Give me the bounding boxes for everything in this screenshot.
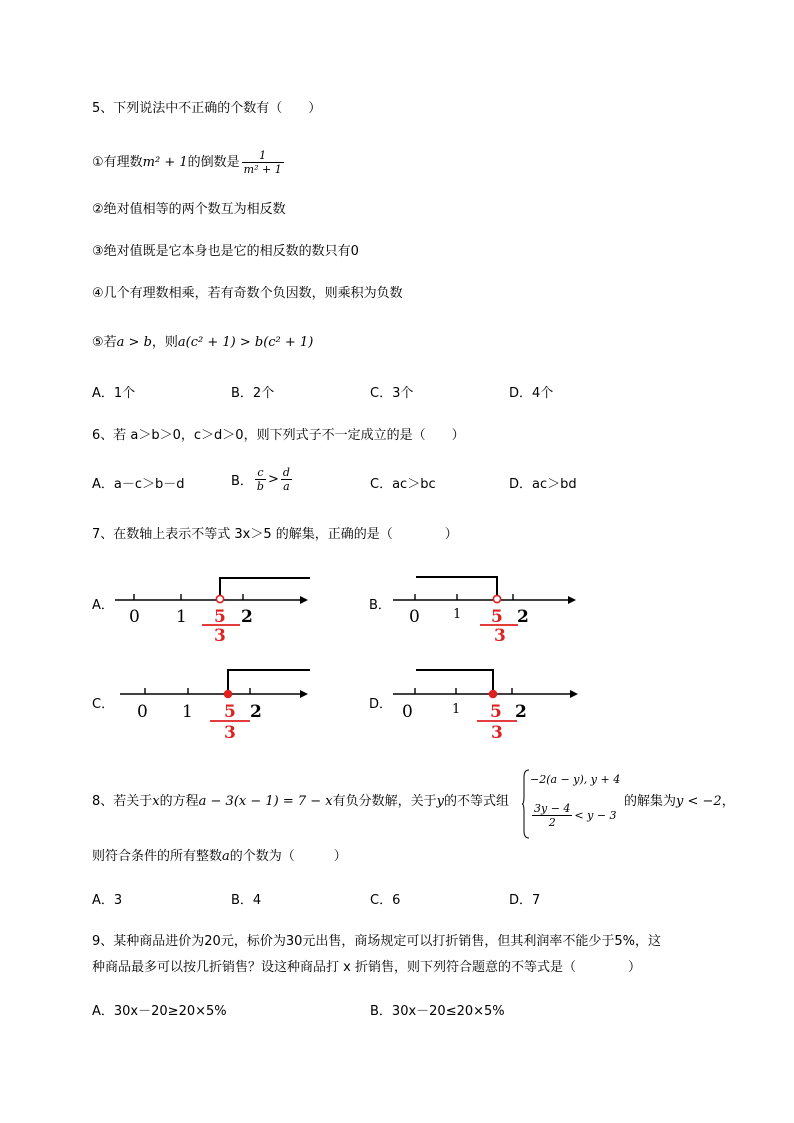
q7-numberline-a: [110, 570, 310, 645]
q8-equation: a − 3(x − 1) = 7 − x: [198, 794, 333, 809]
axis-arrow: [300, 596, 308, 604]
q6-option-d[interactable]: D．ac＞bd: [509, 477, 577, 492]
frac-num: 5: [490, 702, 502, 722]
tick-label-1: 1: [452, 702, 461, 717]
q5-s1-expr: m² + 1: [142, 155, 188, 170]
q8-option-d[interactable]: D．7: [509, 893, 541, 908]
frac-den: 3: [214, 626, 226, 645]
q5-s1-frac-num: 1: [259, 149, 267, 162]
tick-label-0: 0: [409, 607, 420, 627]
tick-label-1: 1: [182, 702, 193, 722]
q8-stem-line2: [92, 848, 347, 866]
solution-ray: [416, 670, 493, 692]
q8-stem-mid2: 有负分数解，关于: [332, 794, 437, 809]
q8-sys-num: 3y − 4: [534, 802, 571, 815]
q8-option-b[interactable]: B．4: [231, 893, 262, 908]
q8-sys-den: 2: [532, 815, 572, 829]
q7-numberline-c: [115, 664, 315, 744]
q5-s5-cond: a > b: [116, 335, 152, 350]
q5-s5-pre: ⑤若: [92, 335, 117, 350]
q5-statement-3: ③绝对值既是它本身也是它的相反数的数只有0: [92, 244, 359, 259]
q8-system-row1: −2(a − y), y + 4: [530, 773, 621, 786]
open-dot: [216, 595, 223, 602]
q9-stem-line1: 9、某种商品进价为20元，标价为30元出售，商场规定可以打折销售，但其利润率不能少于5%，这: [92, 934, 661, 949]
q8-line2-pre: 则符合条件的所有整数: [92, 849, 223, 864]
q8-stem-mid1: 的方程: [159, 794, 199, 809]
q5-option-a[interactable]: A．1个: [92, 386, 136, 401]
tick-label-2: 2: [250, 702, 262, 722]
axis-arrow: [568, 596, 576, 604]
q5-statement-1: [92, 149, 286, 176]
axis-arrow: [570, 690, 578, 698]
q8-var-x: x: [152, 794, 160, 809]
solution-ray: [228, 670, 310, 692]
q6-option-b-label: B．: [231, 474, 253, 489]
q6-option-a[interactable]: A．a－c＞b－d: [92, 477, 185, 492]
q8-var-y: y: [436, 794, 445, 809]
closed-dot: [489, 690, 497, 698]
q5-stem: 5、下列说法中不正确的个数有（ ）: [92, 101, 322, 116]
tick-label-0: 0: [402, 702, 413, 722]
q8-solution: y < −2: [676, 794, 722, 809]
q6-stem: 6、若 a＞b＞0，c＞d＞0，则下列式子不一定成立的是（ ）: [92, 428, 465, 443]
q7-numberline-b: [388, 570, 588, 645]
tick-label-2: 2: [517, 607, 529, 627]
q6-option-b-frac1: [255, 466, 266, 493]
closed-dot: [224, 690, 232, 698]
frac-num: 5: [491, 607, 503, 627]
q8-option-c[interactable]: C．6: [370, 893, 401, 908]
q5-statement-5: [92, 334, 313, 352]
solution-ray: [220, 578, 310, 597]
q8-stem-end-comma: ，: [721, 794, 735, 809]
q6-b-den1: b: [256, 480, 264, 493]
q8-line2-post: 的个数为（ ）: [229, 849, 347, 864]
q8-system-row2: [530, 802, 617, 829]
q8-stem-pre: 8、若关于: [92, 794, 153, 809]
q7-label-d[interactable]: D．: [369, 697, 393, 712]
q9-option-a[interactable]: A．30x－20≥20×5%: [92, 1004, 227, 1019]
frac-num: 5: [224, 702, 236, 722]
q7-numberline-d: [388, 664, 588, 744]
q7-label-b[interactable]: B．: [369, 598, 391, 613]
q5-statement-4: ④几个有理数相乘，若有奇数个负因数，则乘积为负数: [92, 286, 403, 301]
tick-label-1: 1: [453, 607, 462, 622]
open-dot: [493, 595, 500, 602]
q6-b-num1: c: [257, 466, 264, 479]
tick-label-2: 2: [241, 607, 253, 627]
q6-option-c[interactable]: C．ac＞bc: [370, 477, 436, 492]
q8-stem-end: [624, 793, 735, 811]
q7-label-a[interactable]: A．: [92, 598, 114, 613]
brace-icon: [522, 769, 530, 839]
frac-num: 5: [214, 607, 226, 627]
q9-stem-line2: 种商品最多可以按几折销售？设这种商品打 x 折销售，则下列符合题意的不等式是（ ）: [92, 960, 641, 975]
q7-label-c[interactable]: C．: [92, 697, 115, 712]
q8-option-a[interactable]: A．3: [92, 893, 123, 908]
q6-b-op: >: [267, 472, 279, 487]
frac-den: 3: [494, 626, 506, 645]
tick-label-0: 0: [137, 702, 148, 722]
q8-stem-end-text: 的解集为: [624, 794, 677, 809]
axis-arrow: [300, 690, 308, 698]
q7-stem: 7、在数轴上表示不等式 3x＞5 的解集，正确的是（ ）: [92, 527, 458, 542]
q5-s1-fraction: [242, 149, 284, 176]
q5-s1-pre: ①有理数: [92, 155, 143, 170]
q9-option-b[interactable]: B．30x－20≤20×5%: [370, 1004, 505, 1019]
frac-den: 3: [224, 723, 236, 743]
q5-s1-frac-den: m² + 1: [243, 163, 282, 176]
q5-statement-2: ②绝对值相等的两个数互为相反数: [92, 202, 286, 217]
tick-label-0: 0: [129, 607, 140, 627]
q5-option-d[interactable]: D．4个: [509, 386, 554, 401]
q5-option-b[interactable]: B．2个: [231, 386, 275, 401]
q6-option-b-frac2: [281, 466, 292, 493]
q8-sys-rest: < y − 3: [574, 809, 617, 822]
q5-s1-mid: 的倒数是: [187, 155, 240, 170]
q5-s5-mid: ，则: [151, 335, 178, 350]
q8-stem-line1: [92, 793, 509, 811]
q8-var-a: a: [222, 849, 230, 864]
q5-s5-expr: a(c² + 1) > b(c² + 1): [177, 335, 314, 350]
tick-label-1: 1: [176, 607, 187, 627]
frac-den: 3: [491, 723, 503, 743]
q5-option-c[interactable]: C．3个: [370, 386, 414, 401]
q6-b-den2: a: [281, 479, 292, 493]
q6-option-b[interactable]: [231, 466, 294, 493]
tick-label-2: 2: [515, 702, 527, 722]
q8-stem-mid3: 的不等式组: [444, 794, 510, 809]
q6-b-num2: d: [282, 466, 290, 479]
q8-system-frac: [532, 802, 572, 829]
